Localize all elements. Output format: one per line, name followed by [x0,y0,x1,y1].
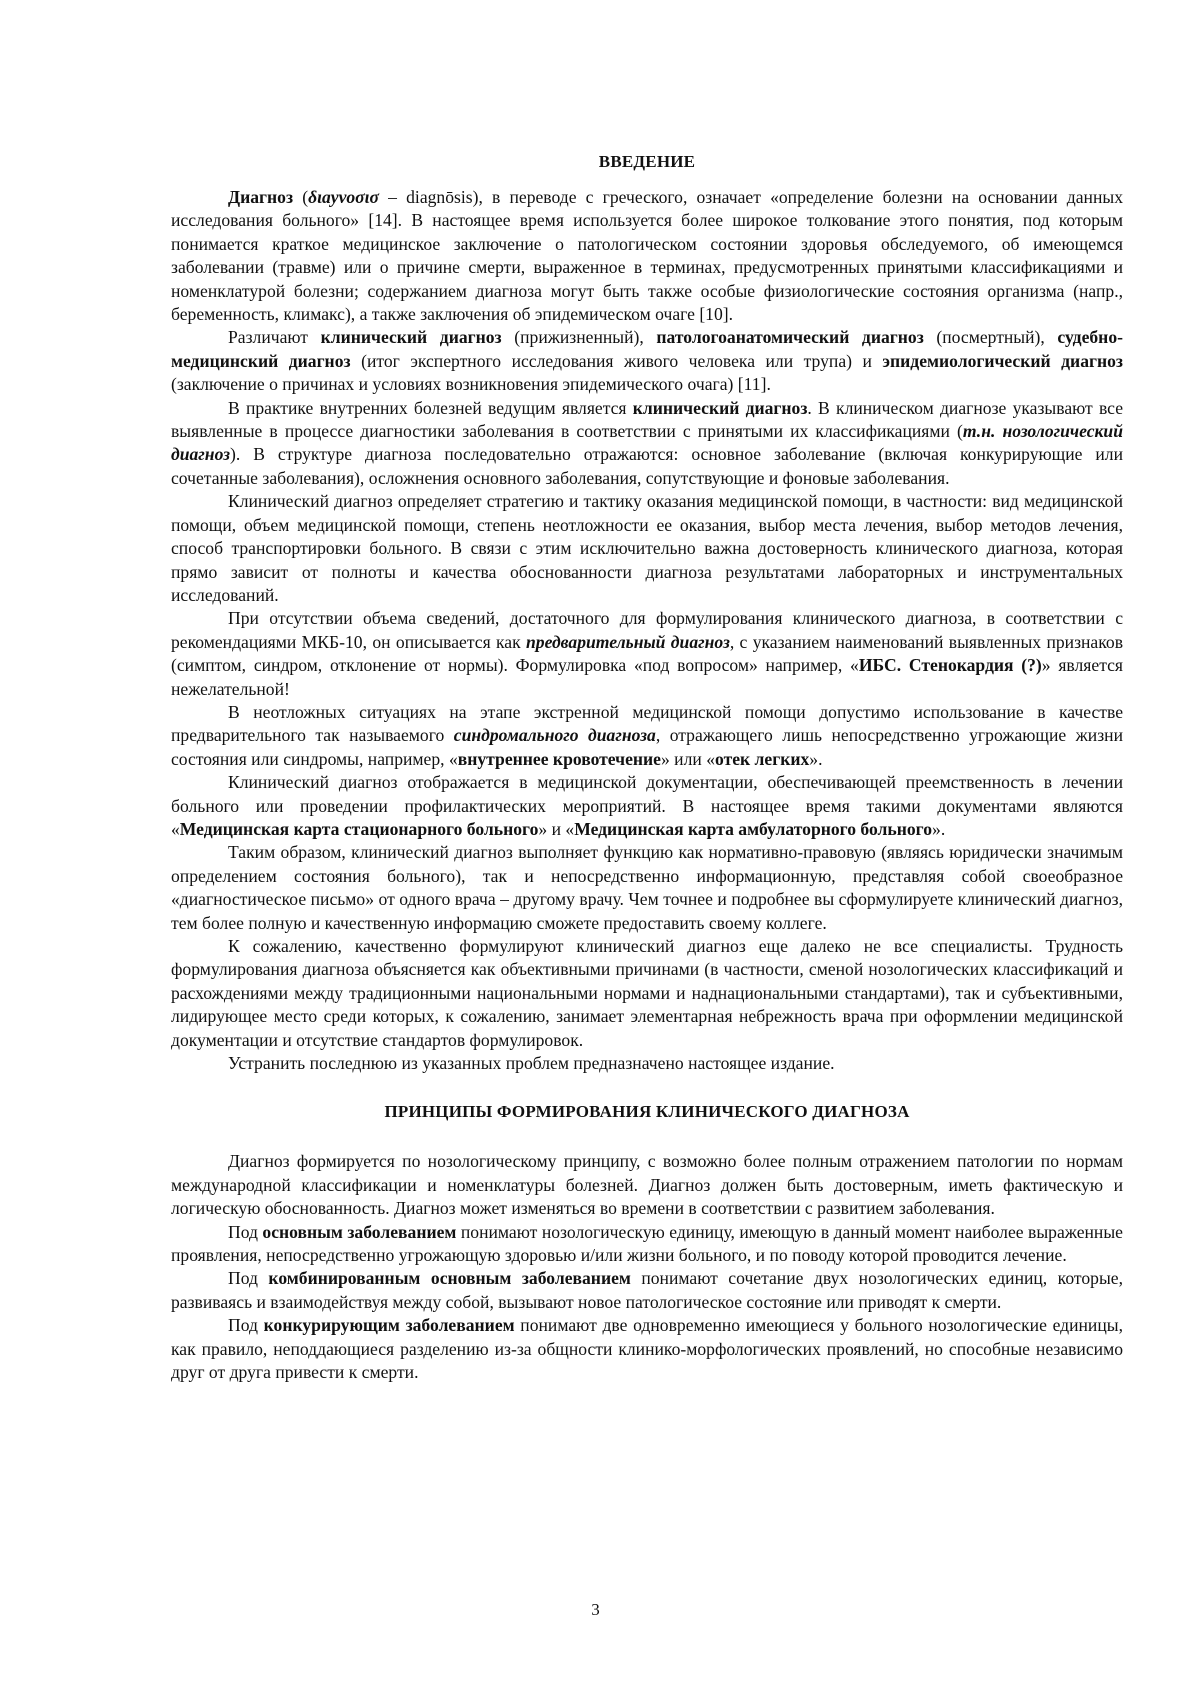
principles-paragraph-4: Под конкурирующим заболеванием понимают две одновременно имеющиеся у больного нозологические единицы, как правило, неподдающиеся разделению из-за общности клинико-морфологических проявлений, но способные независимо друг от друга привести к смерти. [171,1315,1123,1383]
term-diagnosis: Диагноз [228,187,294,207]
intro-paragraph-9: К сожалению, качественно формулируют клинический диагноз еще далеко не все специалисты. Трудность формулирования диагноза объясняется как объективными причинами (в частности, сменой нозологических классификаций и расхождениями между традиционными национальными нормами и наднациональными стандартами), так и субъективными, лидирующее место среди которых, к сожалению, занимает элементарная небрежность врача при оформлении медицинской документации и отсутствие стандартов формулировок. [171,936,1123,1050]
page-body [171,152,1123,1385]
intro-paragraph-3: В практике внутренних болезней ведущим является клинический диагноз. В клиническом диагнозе указывают все выявленные в процессе диагностики заболевания в соответствии с принятыми их классификациями (т.н. нозологический диагноз). В структуре диагноза последовательно отражаются: основное заболевание (включая конкурирующие или сочетанные заболевания), осложнения основного заболевания, сопутствующие и фоновые заболевания. [171,397,1123,488]
intro-paragraph-6: В неотложных ситуациях на этапе экстренной медицинской помощи допустимо использование в качестве предварительного так называемого синдромального диагноза, отражающего лишь непосредственно угрожающие жизни состояния или синдромы, например, «внутреннее кровотечение» или «отек легких». [171,701,1123,769]
intro-paragraph-5: При отсутствии объема сведений, достаточного для формулирования клинического диагноза, в соответствии с рекомендациями МКБ-10, он описывается как предварительный диагноз, с указанием наименований выявленных признаков (симптом, синдром, отклонение от нормы). Формулировка «под вопросом» например, «ИБС. Стенокардия (?)» является нежелательной! [171,608,1124,699]
intro-paragraph-1: Диагноз (διayvoσισ – diagnōsis), в переводе с греческого, означает «определение болезни на основании данных исследования больного» [14]. В настоящее время используется более широкое толкование этого понятия, под которым понимается краткое медицинское заключение о патологическом состоянии здоровья обследуемого, об имеющемся заболевании (травме) или о причине смерти, выраженное в терминах, предусмотренных принятыми классификациями и номенклатурой болезни; содержанием диагноза могут быть также особые физиологические состояния организма (напр., беременность, климакс), а также заключения об эпидемическом очаге [10]. [171,187,1123,325]
principles-paragraph-3: Под комбинированным основным заболеванием понимают сочетание двух нозологических единиц, которые, развиваясь и взаимодействуя между собой, вызывают новое патологическое состояние или приводят к смерти. [171,1268,1123,1312]
page-number: 3 [591,1600,600,1619]
intro-paragraph-4: Клинический диагноз определяет стратегию и тактику оказания медицинской помощи, в частности: вид медицинской помощи, объем медицинской помощи, степень неотложности ее оказания, выбор места лечения, выбор методов лечения, способ транспортировки больного. В связи с этим исключительно важна достоверность клинического диагноза, которая прямо зависит от полноты и качества обоснованности диагноза результатами лабораторных и инструментальных исследований. [171,491,1123,605]
principles-heading: ПРИНЦИПЫ ФОРМИРОВАНИЯ КЛИНИЧЕСКОГО ДИАГНОЗА [384,1102,910,1122]
intro-paragraph-7: Клинический диагноз отображается в медицинской документации, обеспечивающей преемственность в лечении больного или проведении профилактических мероприятий. В настоящее время такими документами являются «Медицинская карта стационарного больного» и «Медицинская карта амбулаторного больного». [171,772,1123,839]
intro-heading: ВВЕДЕНИЕ [598,152,696,171]
greek-term: διayvoσισ [308,187,380,207]
intro-paragraph-2: Различают клинический диагноз (прижизненный), патологоанатомический диагноз (посмертный), судебно-медицинский диагноз (итог экспертного исследования живого человека или трупа) и эпидемиологический диагноз (заключение о причинах и условиях возникновения эпидемического очага) [11]. [171,327,1123,395]
principles-paragraph-2: Под основным заболеванием понимают нозологическую единицу, имеющую в данный момент наиболее выраженные проявления, непосредственно угрожающую здоровью и/или жизни больного, и по поводу которой проводится лечение. [171,1221,1123,1266]
intro-paragraph-8: Таким образом, клинический диагноз выполняет функцию как нормативно-правовую (являясь юридически значимым определением состояния больного), так и непосредственно информационную, представляя собой своеобразное «диагностическое письмо» от одного врача – другому врачу. Чем точнее и подробнее вы сформулируете клинический диагноз, тем более полную и качественную информацию сможете предоставить своему коллеге. [171,842,1123,933]
intro-paragraph-10: Устранить последнюю из указанных проблем предназначено настоящее издание. [228,1053,835,1074]
principles-paragraph-1: Диагноз формируется по нозологическому принципу, с возможно более полным отражением патологии по нормам международной классификации и номенклатуры болезней. Диагноз должен быть достоверным, иметь фактическую и логическую обоснованность. Диагноз может изменяться во времени в соответствии с развитием заболевания. [171,1151,1123,1219]
